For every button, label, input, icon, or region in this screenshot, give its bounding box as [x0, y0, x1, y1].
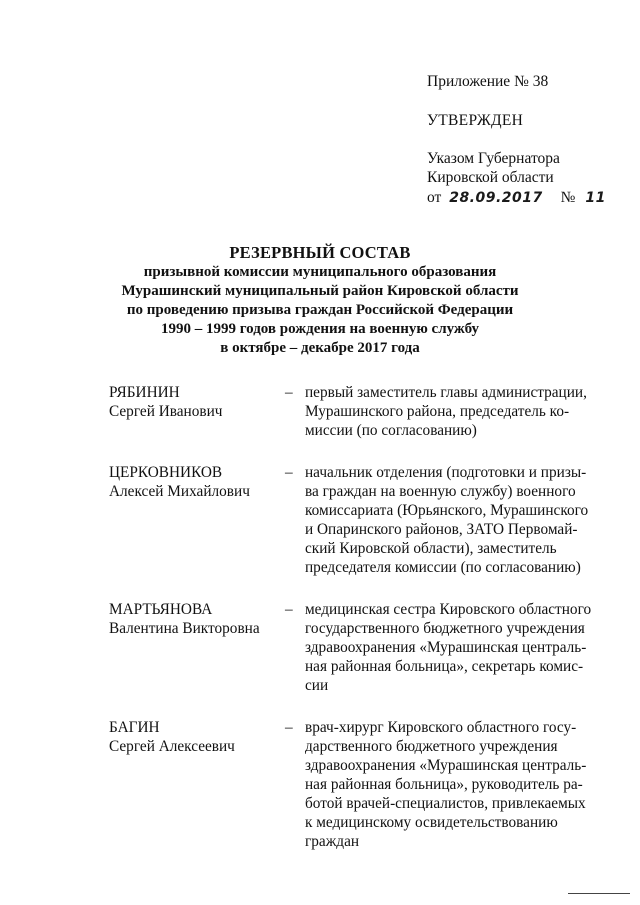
member-given-names: Сергей Иванович [109, 403, 223, 420]
member-role: начальник отделения (подготовки и призы- ва граждан на военную службу) военного комиссариата (Юрьянского, Мурашинского и Опаринского районов, ЗАТО Первомай- ский Кировской области), заместитель председателя комиссии (по согласованию) [305, 464, 589, 576]
decree-date-row [427, 188, 627, 208]
dash-separator: – [285, 601, 293, 618]
footer-rule [568, 893, 630, 894]
appendix-label: Приложение № 38 [427, 73, 549, 90]
member-given-names: Сергей Алексеевич [109, 738, 235, 755]
handwritten-number: 11 [585, 190, 606, 206]
title-line: 1990 – 1999 годов рождения на военную службу [160, 321, 480, 337]
decree-line-2: Кировской области [427, 169, 554, 186]
member-role: медицинская сестра Кировского областного государственного бюджетного учреждения здравоохранения «Мурашинская централь- ная районная больница», секретарь комис- сии [305, 601, 592, 694]
member-given-names: Валентина Викторовна [109, 620, 260, 637]
member-entry [109, 383, 599, 440]
date-prefix: от [427, 189, 442, 206]
member-entry [109, 718, 599, 851]
title-line: Мурашинский муниципальный район Кировской области [121, 283, 519, 299]
member-name [109, 383, 285, 421]
document-title [60, 243, 580, 358]
member-surname: БАГИН [109, 719, 160, 736]
member-surname: МАРТЬЯНОВА [109, 601, 213, 618]
title-main: РЕЗЕРВНЫЙ СОСТАВ [229, 243, 411, 262]
decree-line-1: Указом Губернатора [427, 150, 560, 167]
member-entry [109, 600, 599, 695]
member-role: первый заместитель главы администрации, Мурашинского района, председатель ко- миссии (по согласованию) [305, 384, 587, 439]
approved-label: УТВЕРЖДЕН [427, 112, 524, 129]
title-line: в октябре – декабре 2017 года [220, 340, 420, 356]
members-list [109, 383, 599, 851]
member-given-names: Алексей Михайлович [109, 483, 250, 500]
title-line: по проведению призыва граждан Российской Федерации [126, 302, 514, 318]
handwritten-date: 28.09.2017 [449, 190, 543, 206]
member-name [109, 600, 285, 638]
approval-block [427, 72, 627, 208]
member-name [109, 463, 285, 501]
member-entry [109, 463, 599, 577]
number-label: № [560, 189, 576, 206]
dash-separator: – [285, 719, 293, 736]
title-line: призывной комиссии муниципального образования [143, 264, 497, 280]
member-surname: РЯБИНИН [109, 384, 180, 401]
member-name [109, 718, 285, 756]
member-surname: ЦЕРКОВНИКОВ [109, 464, 223, 481]
member-role: врач-хирург Кировского областного госу- дарственного бюджетного учреждения здравоохранения «Мурашинская централь- ная районная больница», руководитель ра- ботой врачей-специалистов, привлекаемых к медицинскому освидетельствованию граждан [305, 719, 587, 850]
dash-separator: – [285, 464, 293, 481]
dash-separator: – [285, 384, 293, 401]
